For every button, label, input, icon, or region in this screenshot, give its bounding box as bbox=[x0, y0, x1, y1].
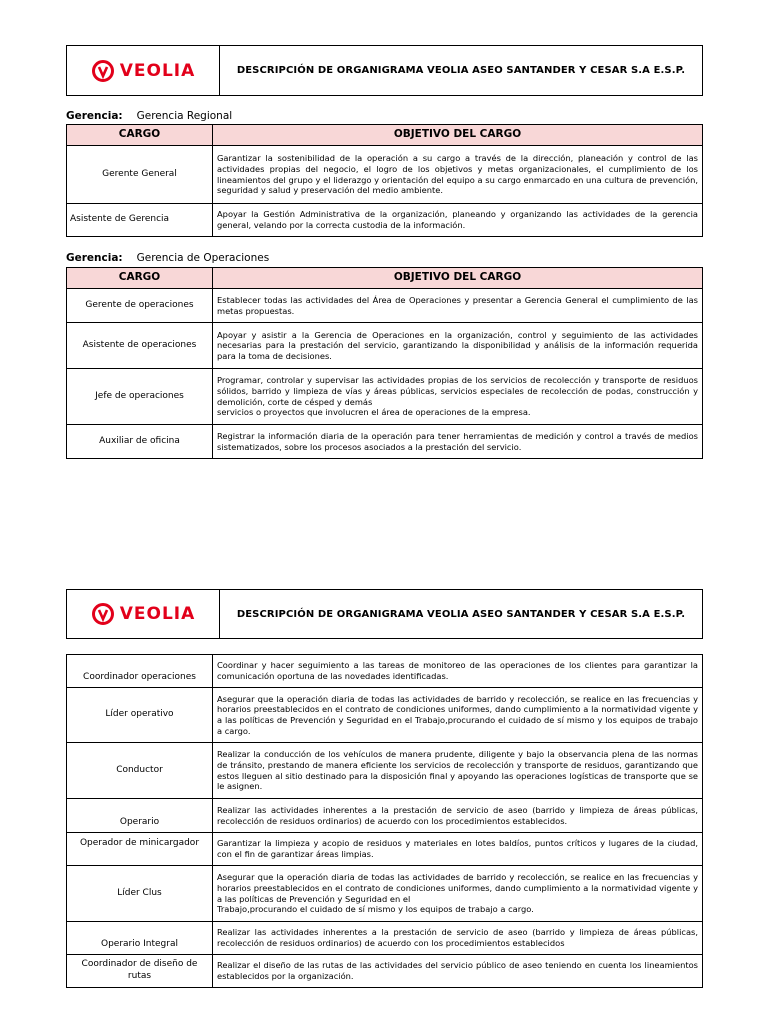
cargo-cell: Jefe de operaciones bbox=[67, 369, 213, 425]
table-row bbox=[67, 833, 703, 866]
cargo-cell: Gerente General bbox=[67, 146, 213, 204]
table-row bbox=[67, 655, 703, 688]
table-row bbox=[67, 369, 703, 425]
objetivo-cell: Registrar la información diaria de la operación para tener herramientas de medición y control a través de medios sistematizados, sobre los procesos asociados a la prestación del servicio. bbox=[213, 425, 703, 459]
objetivo-cell: Realizar las actividades inherentes a la prestación de servicio de aseo (barrido y limpieza de áreas públicas, recolección de residuos ordinarios) de acuerdo con los procedimientos establecidos bbox=[213, 922, 703, 955]
table-row bbox=[67, 323, 703, 369]
document-title: DESCRIPCIÓN DE ORGANIGRAMA VEOLIA ASEO SANTANDER Y CESAR S.A E.S.P. bbox=[236, 608, 686, 620]
objetivo-cell: Establecer todas las actividades del Área de Operaciones y presentar a Gerencia General el cumplimiento de las metas propuestas. bbox=[213, 289, 703, 323]
gerencia-value: Gerencia de Operaciones bbox=[136, 252, 270, 264]
objetivo-cell: Asegurar que la operación diaria de todas las actividades de barrido y recolección, se realice en las frecuencias y horarios preestablecidos en el contrato de condiciones uniformes, dando cumplimiento a la normatividad vigente y a las políticas de Prevención y Seguridad en el Trabajo,procurando el cuidado de sí mismo y los equipos de trabajo a cargo. bbox=[213, 688, 703, 743]
cargo-cell: Conductor bbox=[67, 743, 213, 799]
veolia-logo-icon bbox=[91, 602, 115, 626]
table-row bbox=[67, 289, 703, 323]
table-row bbox=[67, 688, 703, 743]
cargo-cell: Operario Integral bbox=[67, 922, 213, 955]
table-row bbox=[67, 922, 703, 955]
table-row bbox=[67, 799, 703, 833]
objetivo-cell: Realizar las actividades inherentes a la prestación de servicio de aseo (barrido y limpieza de áreas públicas, recolección de residuos ordinarios) de acuerdo con los procedimientos establecidos. bbox=[213, 799, 703, 833]
document-title: DESCRIPCIÓN DE ORGANIGRAMA VEOLIA ASEO SANTANDER Y CESAR S.A E.S.P. bbox=[236, 65, 686, 76]
objetivo-cell: Realizar la conducción de los vehículos de manera prudente, diligente y bajo la observancia plena de las normas de tránsito, prestando de manera eficiente los servicios de recolección y transporte de residuos, garantizando que estos lleguen al sitio destinado para la disposición final y apoyando las operaciones logísticas de transporte que se le asignen. bbox=[213, 743, 703, 799]
table-header-row bbox=[67, 125, 703, 146]
cargo-cell: Asistente de Gerencia bbox=[67, 204, 213, 237]
table-header-row bbox=[67, 268, 703, 289]
cargo-cell: Gerente de operaciones bbox=[67, 289, 213, 323]
table-row bbox=[67, 204, 703, 237]
table-row bbox=[67, 425, 703, 459]
table-row bbox=[67, 146, 703, 204]
cargo-cell: Asistente de operaciones bbox=[67, 323, 213, 369]
cargo-cell: Líder operativo bbox=[67, 688, 213, 743]
objetivo-cell: Apoyar y asistir a la Gerencia de Operaciones en la organización, control y seguimiento de las actividades necesarias para la prestación del servicio, garantizando la disponibilidad y análisis de la información requerida para la toma de decisiones. bbox=[213, 323, 703, 369]
objetivo-cell: Garantizar la sostenibilidad de la operación a su cargo a través de la dirección, planeación y control de las actividades propias del negocio, el logro de los objetivos y metas organizacionales, el cumplimiento de los lineamientos del grupo y el liderazgo y orientación del equipo a su cargo enmarcado en una cultura de prevención, seguridad y salud y preservación del medio ambiente. bbox=[213, 146, 703, 204]
veolia-logo-icon bbox=[91, 59, 115, 83]
page-header-2 bbox=[66, 589, 703, 639]
cargo-cell: Operario bbox=[67, 799, 213, 833]
table-operativos bbox=[66, 654, 703, 988]
table-gerencia-operaciones bbox=[66, 267, 703, 459]
col-header-cargo: CARGO bbox=[67, 125, 213, 146]
col-header-objetivo: OBJETIVO DEL CARGO bbox=[213, 125, 703, 146]
veolia-logo bbox=[67, 46, 220, 95]
gerencia-label: Gerencia: bbox=[66, 252, 123, 264]
cargo-cell: Líder Clus bbox=[67, 866, 213, 922]
gerencia-value: Gerencia Regional bbox=[136, 110, 233, 122]
objetivo-cell: Asegurar que la operación diaria de todas las actividades de barrido y recolección, se realice en las frecuencias y horarios preestablecidos en el contrato de condiciones uniformes, dando cumplimiento a la normatividad vigente y a las políticas de Prevención y Seguridad en el Trabajo,procurando el cuidado de sí mismo y los equipos de trabajo a cargo. bbox=[213, 866, 703, 922]
cargo-cell: Auxiliar de oficina bbox=[67, 425, 213, 459]
page-header-1 bbox=[66, 45, 703, 96]
table-row bbox=[67, 866, 703, 922]
gerencia-line-1 bbox=[66, 110, 232, 122]
table-gerencia-regional bbox=[66, 124, 703, 237]
cargo-cell: Operador de minicargador bbox=[67, 833, 213, 866]
objetivo-cell: Programar, controlar y supervisar las actividades propias de los servicios de recolección y transporte de residuos sólidos, barrido y limpieza de vías y áreas públicas, servicios especiales de recolección de podas, construcción y demolición, corte de césped y demás servicios o proyectos que involucren el área de operaciones de la empresa. bbox=[213, 369, 703, 425]
gerencia-line-2 bbox=[66, 252, 269, 264]
objetivo-cell: Garantizar la limpieza y acopio de residuos y materiales en lotes baldíos, puntos críticos y lugares de la ciudad, con el fin de garantizar áreas limpias. bbox=[213, 833, 703, 866]
cargo-cell: Coordinador de diseño de rutas bbox=[67, 955, 213, 988]
logo-text: VEOLIA bbox=[119, 604, 196, 624]
objetivo-cell: Realizar el diseño de las rutas de las actividades del servicio público de aseo teniendo en cuenta los lineamientos establecidos por la organización. bbox=[213, 955, 703, 988]
table-row bbox=[67, 955, 703, 988]
col-header-cargo: CARGO bbox=[67, 268, 213, 289]
logo-text: VEOLIA bbox=[119, 60, 196, 81]
gerencia-label: Gerencia: bbox=[66, 110, 123, 122]
col-header-objetivo: OBJETIVO DEL CARGO bbox=[213, 268, 703, 289]
objetivo-cell: Apoyar la Gestión Administrativa de la organización, planeando y organizando las actividades de la gerencia general, velando por la correcta custodia de la información. bbox=[213, 204, 703, 237]
objetivo-cell: Coordinar y hacer seguimiento a las tareas de monitoreo de las operaciones de los clientes para garantizar la comunicación oportuna de las novedades identificadas. bbox=[213, 655, 703, 688]
table-row bbox=[67, 743, 703, 799]
veolia-logo bbox=[67, 590, 220, 638]
cargo-cell: Coordinador operaciones bbox=[67, 655, 213, 688]
